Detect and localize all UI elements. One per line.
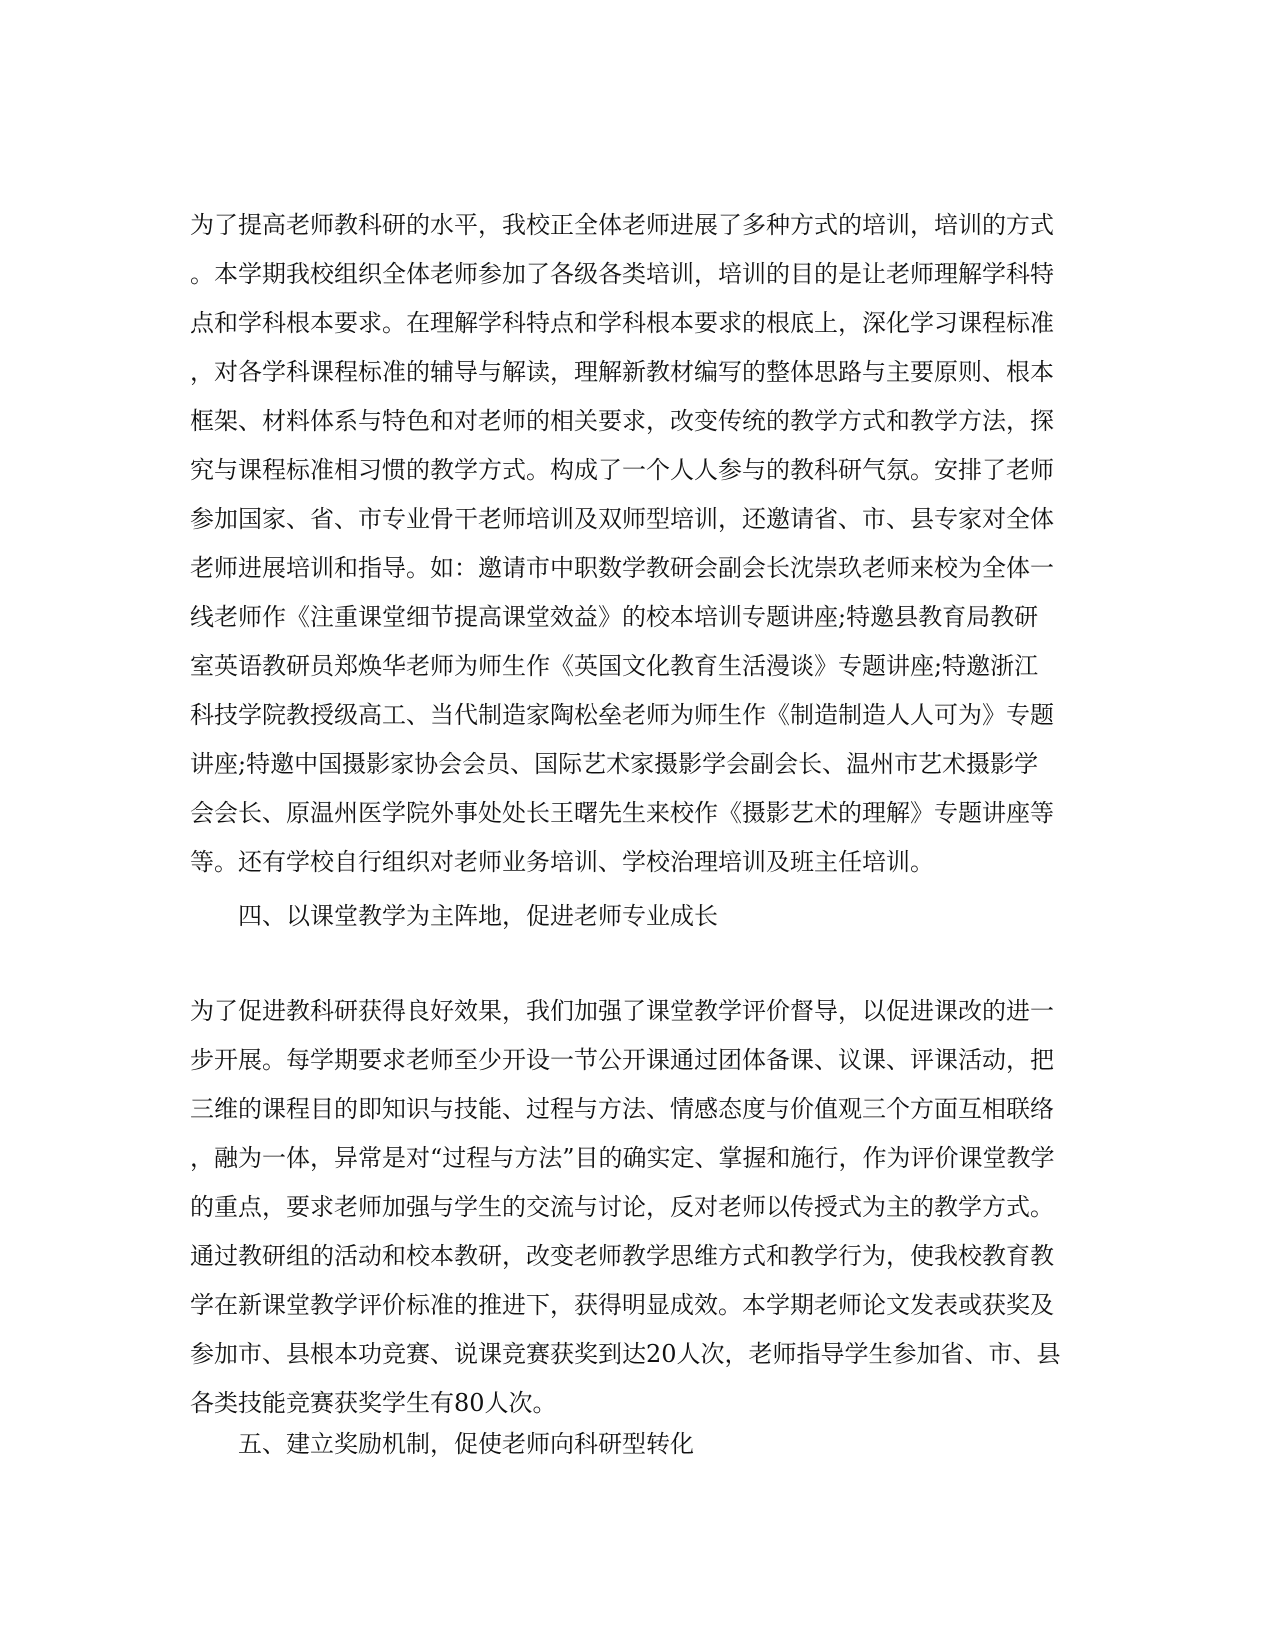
heading-text: 五、建立奖励机制，促使老师向科研型转化	[238, 1430, 694, 1458]
paragraph-line: 各类技能竞赛获奖学生有80人次。	[190, 1389, 557, 1417]
paragraph-line: 线老师作《注重课堂细节提高课堂效益》的校本培训专题讲座;特邀县教育局教研	[190, 603, 1039, 631]
paragraph-classroom-teaching	[190, 987, 1090, 1428]
section-heading-5	[190, 1420, 1090, 1469]
paragraph-line: 讲座;特邀中国摄影家协会会员、国际艺术家摄影学会副会长、温州市艺术摄影学	[190, 750, 1039, 778]
paragraph-line: 框架、材料体系与特色和对老师的相关要求，改变传统的教学方式和教学方法，探	[190, 407, 1054, 435]
paragraph-line: 的重点，要求老师加强与学生的交流与讨论，反对老师以传授式为主的教学方式。	[190, 1193, 1054, 1221]
paragraph-line: 室英语教研员郑焕华老师为师生作《英国文化教育生活漫谈》专题讲座;特邀浙江	[190, 652, 1039, 680]
paragraph-line: 等。还有学校自行组织对老师业务培训、学校治理培训及班主任培训。	[190, 848, 934, 876]
paragraph-line: 三维的课程目的即知识与技能、过程与方法、情感态度与价值观三个方面互相联络	[190, 1095, 1054, 1123]
paragraph-line: 为了促进教科研获得良好效果，我们加强了课堂教学评价督导，以促进课改的进一	[190, 997, 1054, 1025]
heading-text: 四、以课堂教学为主阵地，促进老师专业成长	[238, 902, 718, 930]
paragraph-line: ，对各学科课程标准的辅导与解读，理解新教材编写的整体思路与主要原则、根本	[190, 358, 1054, 386]
paragraph-line: 老师进展培训和指导。如：邀请市中职数学教研会副会长沈崇玖老师来校为全体一	[190, 554, 1054, 582]
paragraph-teacher-training	[190, 201, 1090, 887]
paragraph-line: 为了提高老师教科研的水平，我校正全体老师进展了多种方式的培训，培训的方式	[190, 211, 1054, 239]
paragraph-line: 会会长、原温州医学院外事处处长王曙先生来校作《摄影艺术的理解》专题讲座等	[190, 799, 1054, 827]
paragraph-line: ，融为一体，异常是对“过程与方法”目的确实定、掌握和施行，作为评价课堂教学	[190, 1144, 1055, 1172]
paragraph-line: 参加市、县根本功竞赛、说课竞赛获奖到达20人次，老师指导学生参加省、市、县	[190, 1340, 1061, 1368]
paragraph-line: 点和学科根本要求。在理解学科特点和学科根本要求的根底上，深化学习课程标准	[190, 309, 1054, 337]
paragraph-line: 通过教研组的活动和校本教研，改变老师教学思维方式和教学行为，使我校教育教	[190, 1242, 1054, 1270]
section-heading-4	[190, 892, 1090, 941]
paragraph-line: 学在新课堂教学评价标准的推进下，获得明显成效。本学期老师论文发表或获奖及	[190, 1291, 1054, 1319]
paragraph-line: 参加国家、省、市专业骨干老师培训及双师型培训，还邀请省、市、县专家对全体	[190, 505, 1054, 533]
paragraph-line: 科技学院教授级高工、当代制造家陶松垒老师为师生作《制造制造人人可为》专题	[190, 701, 1054, 729]
paragraph-line: 究与课程标准相习惯的教学方式。构成了一个人人参与的教科研气氛。安排了老师	[190, 456, 1054, 484]
paragraph-line: 。本学期我校组织全体老师参加了各级各类培训，培训的目的是让老师理解学科特	[190, 260, 1054, 288]
paragraph-line: 步开展。每学期要求老师至少开设一节公开课通过团体备课、议课、评课活动，把	[190, 1046, 1054, 1074]
